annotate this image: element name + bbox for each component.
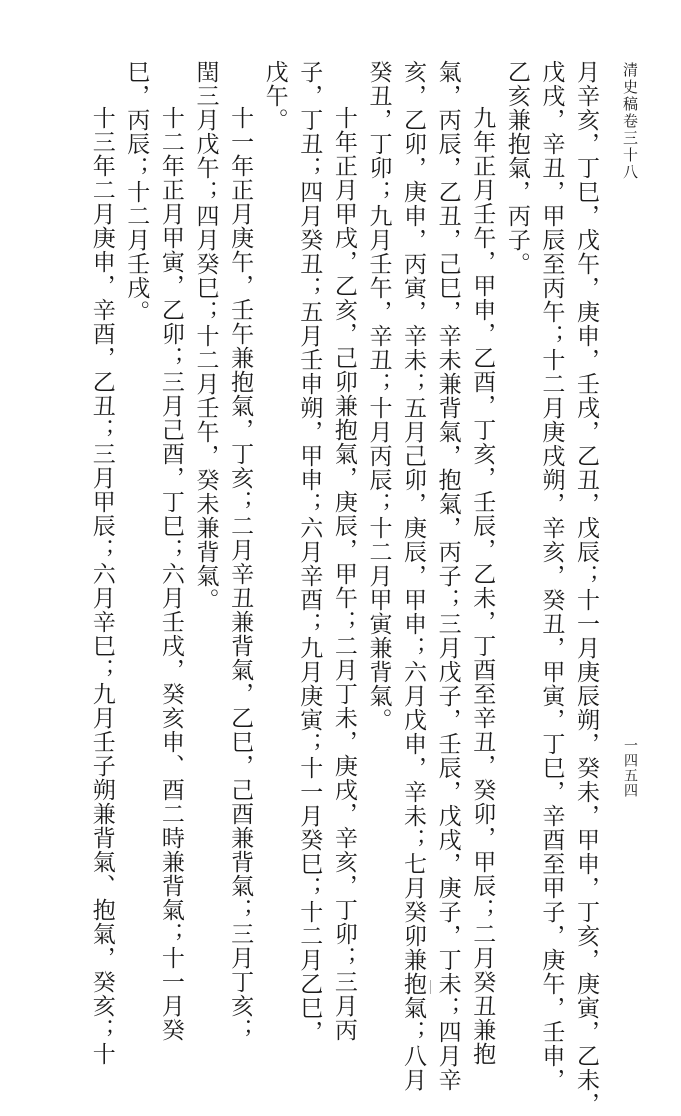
running-header: 清史稿卷三十八 [621, 62, 639, 181]
text-column: 乙亥兼抱氣，丙子。 [503, 60, 530, 276]
body-text [84, 60, 603, 1116]
text-column: 閏三月戊午；四月癸巳；十二月壬午，癸未兼背氣。 [192, 60, 219, 612]
text-column: 氣，丙辰，乙丑，己巳，辛未兼背氣，抱氣，丙子；三月戊子，壬辰，戊戌，庚子，丁未；四月辛 [434, 60, 461, 1092]
text-column: 戊午。 [261, 60, 288, 132]
text-column: 子，丁丑；四月癸丑；五月壬申朔，甲申；六月辛酉；九月庚寅；十一月癸巳；十二月乙巳， [296, 60, 323, 1044]
text-column: 巳，丙辰；十二月壬戌。 [123, 60, 150, 324]
text-column: 十一年正月庚午，壬午兼抱氣，丁亥；二月辛丑兼背氣，乙巳，己酉兼背氣；三月丁亥； [227, 106, 254, 1042]
text-column: 十二年正月甲寅，乙卯；三月己酉，丁巳；六月壬戌，癸亥申、酉二時兼背氣；十一月癸 [157, 106, 184, 1042]
text-column: 癸丑，丁卯；九月壬午，辛丑；十月丙辰；十二月甲寅兼背氣。 [365, 60, 392, 732]
text-column: 戊戌，辛丑，甲辰至丙午；十二月庚戌朔，辛亥，癸丑，甲寅，丁巳，辛酉至甲子，庚午，壬申， [538, 60, 565, 1092]
text-column: 十三年二月庚申，辛酉，乙丑；三月甲辰；六月辛巳；九月壬子朔兼背氣、抱氣，癸亥；十 [88, 106, 115, 1066]
text-column: 月辛亥，丁巳，戊午，庚申，壬戌，乙丑，戊辰；十一月庚辰朔，癸未，甲申，丁亥，庚寅，乙未， [573, 60, 599, 1116]
text-column: 十年正月甲戌，乙亥，己卯兼抱氣，庚辰，甲午；二月丁未，庚戌，辛亥，丁卯；三月丙 [330, 106, 357, 1042]
text-column: 九年正月壬午，甲申，乙酉，丁亥，壬辰，乙未，丁酉至辛丑，癸卯，甲辰；二月癸丑兼抱 [469, 106, 496, 1066]
text-column: 亥，乙卯，庚申，丙寅，辛未；五月己卯，庚辰，甲申；六月戊申，辛未；七月癸卯兼抱氣；八月 [400, 60, 427, 1092]
page-number: 一四五四 [622, 738, 638, 798]
page-fold-mark [430, 980, 431, 994]
